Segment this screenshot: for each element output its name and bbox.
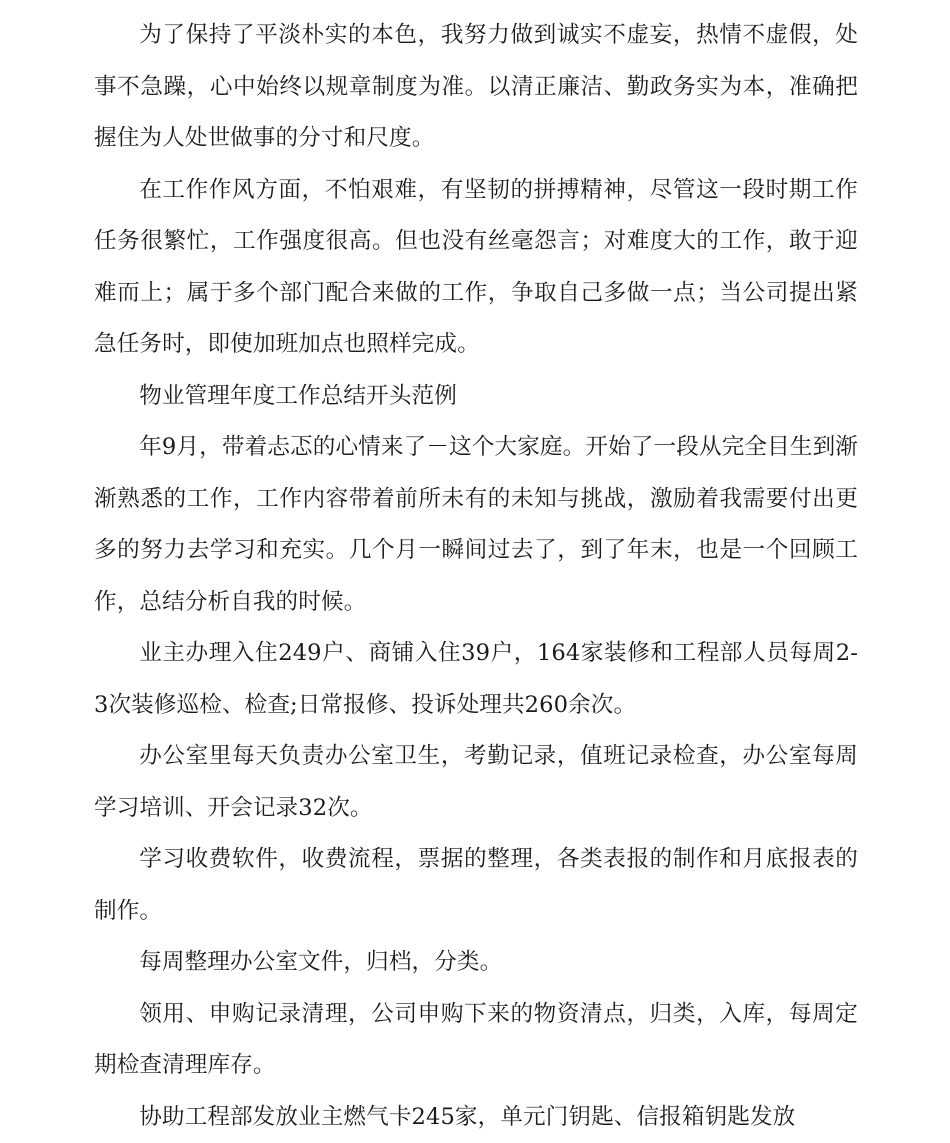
paragraph-integrity: 为了保持了平淡朴实的本色，我努力做到诚实不虚妄，热情不虚假，处事不急躁，心中始终以规章制度为准。以清正廉洁、勤政务实为本，准确把握住为人处世做事的分寸和尺度。 (94, 10, 858, 165)
document-page (94, 10, 858, 1143)
paragraph-billing: 学习收费软件，收费流程，票据的整理，各类表报的制作和月底报表的制作。 (94, 834, 858, 937)
paragraph-intro: 年9月，带着忐忑的心情来了－这个大家庭。开始了一段从完全目生到渐渐熟悉的工作，工作内容带着前所未有的未知与挑战，激励着我需要付出更多的努力去学习和充实。几个月一瞬间过去了，到了年末，也是一个回顾工作，总结分析自我的时候。 (94, 422, 858, 628)
paragraph-inventory: 领用、申购记录清理，公司申购下来的物资清点，归类，入库，每周定期检查清理库存。 (94, 989, 858, 1092)
paragraph-office-duties: 办公室里每天负责办公室卫生，考勤记录，值班记录检查，办公室每周学习培训、开会记录32次。 (94, 731, 858, 834)
paragraph-gas-cards: 协助工程部发放业主燃气卡245家，单元门钥匙、信报箱钥匙发放 (94, 1092, 858, 1143)
paragraph-move-in-stats: 业主办理入住249户、商铺入住39户，164家装修和工程部人员每周2-3次装修巡检、检查;日常报修、投诉处理共260余次。 (94, 628, 858, 731)
section-heading: 物业管理年度工作总结开头范例 (94, 371, 858, 423)
paragraph-work-style: 在工作作风方面，不怕艰难，有坚韧的拼搏精神，尽管这一段时期工作任务很繁忙，工作强度很高。但也没有丝毫怨言；对难度大的工作，敢于迎难而上；属于多个部门配合来做的工作，争取自己多做一点；当公司提出紧急任务时，即使加班加点也照样完成。 (94, 165, 858, 371)
paragraph-filing: 每周整理办公室文件，归档，分类。 (94, 937, 858, 989)
